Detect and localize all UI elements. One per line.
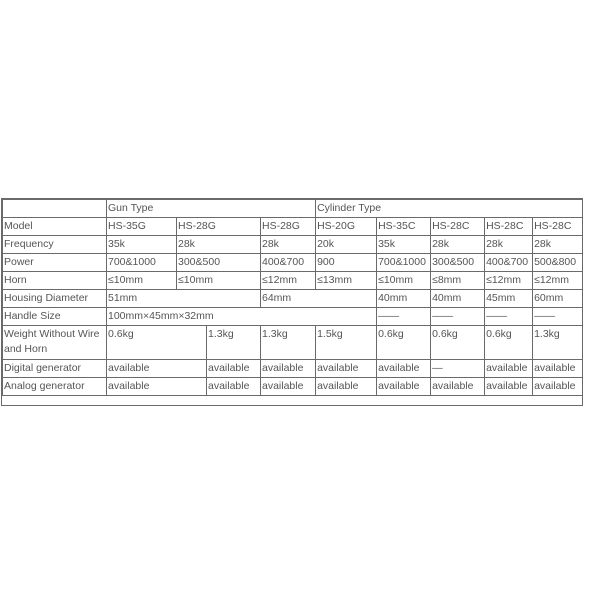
cell: available [316, 360, 377, 378]
cell: 28k [533, 236, 583, 254]
cell: 700&1000 [107, 254, 177, 272]
cell: ≤12mm [261, 272, 316, 290]
cell: available [485, 360, 533, 378]
row-label-frequency: Frequency [3, 236, 107, 254]
cell: 400&700 [261, 254, 316, 272]
cell: 64mm [261, 290, 377, 308]
cell: HS-28C [485, 218, 533, 236]
cell: available [261, 360, 316, 378]
row-label-handle-size: Handle Size [3, 308, 107, 326]
row-label-housing-diameter: Housing Diameter [3, 290, 107, 308]
cell: available [485, 378, 533, 396]
cell: available [207, 360, 261, 378]
cell: ≤10mm [107, 272, 177, 290]
cell: available [207, 378, 261, 396]
cell: 500&800 [533, 254, 583, 272]
corner-cell [3, 200, 107, 218]
gun-type-header: Gun Type [107, 200, 316, 218]
row-label-digital-generator: Digital generator [3, 360, 107, 378]
cell: 28k [177, 236, 261, 254]
cell: 60mm [533, 290, 583, 308]
spec-table [2, 199, 583, 396]
row-label-weight: Weight Without Wire and Horn [3, 326, 107, 360]
cell: 1.5kg [316, 326, 377, 360]
cell: ≤13mm [316, 272, 377, 290]
table-row [3, 272, 583, 290]
table-row [3, 200, 583, 218]
cell: available [431, 378, 485, 396]
table-row [3, 308, 583, 326]
cell: 0.6kg [377, 326, 431, 360]
row-label-analog-generator: Analog generator [3, 378, 107, 396]
table-row [3, 236, 583, 254]
cell: 100mm×45mm×32mm [107, 308, 377, 326]
table-row [3, 290, 583, 308]
cell: ≤12mm [485, 272, 533, 290]
cell: 900 [316, 254, 377, 272]
cell: HS-35C [377, 218, 431, 236]
cell: HS-28G [177, 218, 261, 236]
cylinder-type-header: Cylinder Type [316, 200, 583, 218]
cell: 0.6kg [431, 326, 485, 360]
cell: 45mm [485, 290, 533, 308]
row-label-horn: Horn [3, 272, 107, 290]
cell: 28k [485, 236, 533, 254]
cell: 40mm [431, 290, 485, 308]
cell: HS-28C [431, 218, 485, 236]
cell: 400&700 [485, 254, 533, 272]
cell: 51mm [107, 290, 261, 308]
cell: 35k [107, 236, 177, 254]
cell: ≤10mm [177, 272, 261, 290]
cell: 700&1000 [377, 254, 431, 272]
cell: 1.3kg [207, 326, 261, 360]
cell: available [316, 378, 377, 396]
cell: 35k [377, 236, 431, 254]
cell: 28k [431, 236, 485, 254]
table-row [3, 326, 583, 360]
cell: available [377, 378, 431, 396]
cell: —— [431, 308, 485, 326]
table-row [3, 218, 583, 236]
cell: 40mm [377, 290, 431, 308]
cell: HS-35G [107, 218, 177, 236]
table-row [3, 378, 583, 396]
cell: HS-28G [261, 218, 316, 236]
cell: — [431, 360, 485, 378]
cell: ≤8mm [431, 272, 485, 290]
cell: —— [485, 308, 533, 326]
cell: 20k [316, 236, 377, 254]
cell: —— [533, 308, 583, 326]
cell: ≤10mm [377, 272, 431, 290]
row-label-model: Model [3, 218, 107, 236]
cell: —— [377, 308, 431, 326]
cell: 1.3kg [533, 326, 583, 360]
cell: 0.6kg [485, 326, 533, 360]
cell: ≤12mm [533, 272, 583, 290]
cell: available [377, 360, 431, 378]
table-row [3, 360, 583, 378]
cell: 1.3kg [261, 326, 316, 360]
cell: available [533, 378, 583, 396]
cell: available [107, 378, 207, 396]
cell: HS-20G [316, 218, 377, 236]
cell: available [533, 360, 583, 378]
cell: available [261, 378, 316, 396]
cell: 300&500 [177, 254, 261, 272]
cell: available [107, 360, 207, 378]
table-row [3, 254, 583, 272]
cell: 28k [261, 236, 316, 254]
row-label-power: Power [3, 254, 107, 272]
cell: 0.6kg [107, 326, 207, 360]
cell: HS-28C [533, 218, 583, 236]
cell: 300&500 [431, 254, 485, 272]
